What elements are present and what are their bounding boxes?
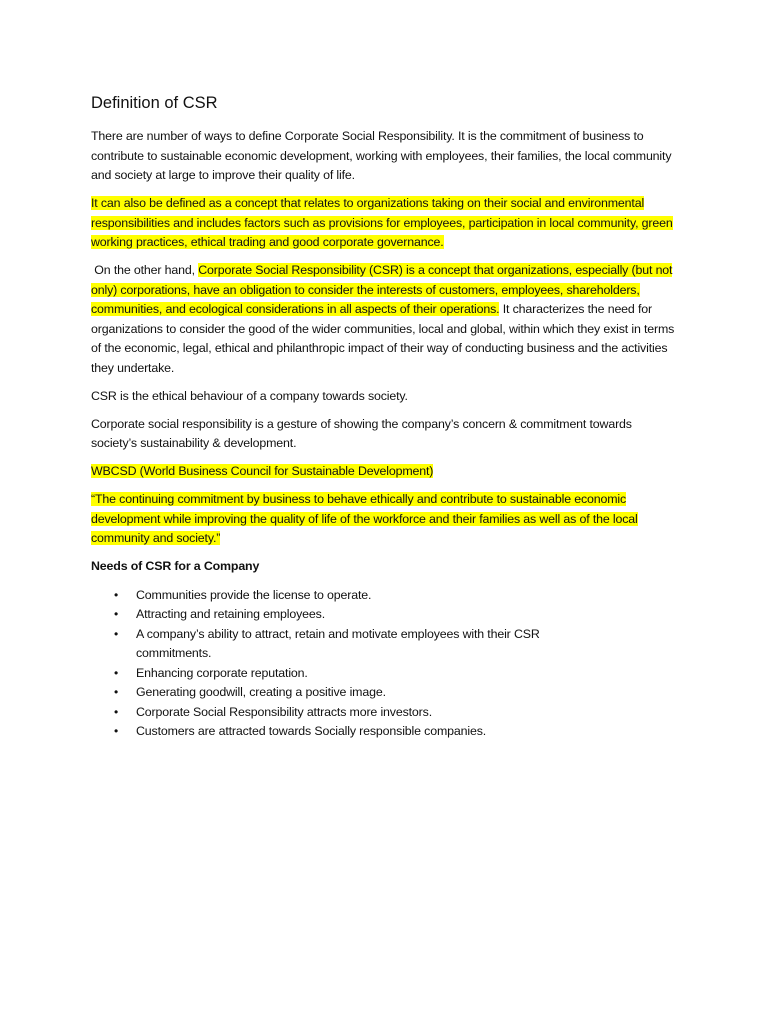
paragraph-other-hand: [91, 261, 681, 378]
list-item-text: A company’s ability to attract, retain and motivate employees with their CSR commitments.: [136, 626, 540, 660]
section-heading-needs: Needs of CSR for a Company: [91, 559, 260, 573]
list-item: [91, 722, 681, 742]
needs-list: [91, 586, 681, 742]
highlighted-text: It can also be defined as a concept that relates to organizations taking on their social and environmental responsibilities and includes factors such as provisions for employees, participation in local community, green working practices, ethical trading and good corporate governance.: [91, 196, 673, 249]
bullet-icon: •: [114, 665, 119, 680]
list-item-text: Generating goodwill, creating a positive image.: [136, 685, 386, 699]
page-title: Definition of CSR: [91, 94, 218, 112]
plain-text: It characterizes the need for organizations to consider the good of the wider communities, local and global, within which they exist in terms of the economic, legal, ethical and philanthropic impact of their way of conducting business and the activities they undertake.: [91, 302, 675, 375]
paragraph-gesture: Corporate social responsibility is a gesture of showing the company’s concern & commitment towards society’s sustainability & development.: [91, 416, 632, 450]
paragraph-concept: [91, 194, 681, 253]
plain-text: On the other hand,: [91, 263, 199, 277]
bullet-icon: •: [114, 607, 119, 621]
highlighted-text: “The continuing commitment by business to behave ethically and contribute to sustainable economic development while improving the quality of life of the workforce and their families as well as of the local community and society.”: [91, 492, 638, 545]
list-item-text: Customers are attracted towards Socially responsible companies.: [136, 724, 487, 738]
bullet-icon: •: [114, 626, 119, 641]
bullet-icon: •: [114, 587, 119, 602]
list-item: [91, 625, 681, 664]
highlighted-text: Corporate Social Responsibility (CSR) is a concept that organizations, especially (but not only) corporations, have an obligation to consider the interests of customers, employees, shareholders, communities, and ecological considerations in all aspects of their operations.: [91, 263, 673, 316]
list-item-text: Attracting and retaining employees.: [136, 607, 325, 621]
list-item-text: Enhancing corporate reputation.: [136, 665, 308, 680]
bullet-icon: •: [114, 724, 119, 738]
paragraph-intro: There are number of ways to define Corporate Social Responsibility. It is the commitment of business to contribute to sustainable economic development, working with employees, their families, the local community and society at large to improve their quality of life.: [91, 129, 672, 182]
list-item: [91, 683, 681, 703]
list-item: [91, 703, 681, 723]
list-item: [91, 586, 681, 606]
list-item-text: Communities provide the license to operate.: [136, 587, 372, 602]
list-item-text: Corporate Social Responsibility attracts more investors.: [136, 704, 432, 719]
document-page: [91, 93, 681, 742]
highlighted-text: WBCSD (World Business Council for Sustainable Development): [91, 464, 434, 478]
bullet-icon: •: [114, 685, 119, 699]
paragraph-wbcsd: [91, 462, 681, 482]
list-item: [91, 664, 681, 684]
paragraph-ethical-behaviour: CSR is the ethical behaviour of a company towards society.: [91, 388, 408, 403]
list-item: [91, 605, 681, 625]
paragraph-quote: [91, 490, 681, 549]
bullet-icon: •: [114, 704, 119, 719]
